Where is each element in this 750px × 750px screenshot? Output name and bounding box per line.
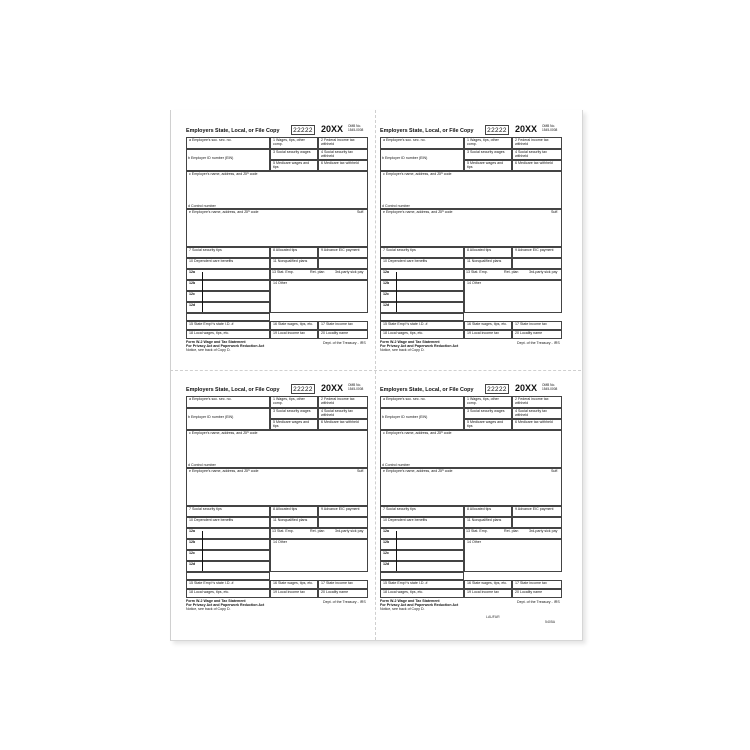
box-15-top-blank — [186, 313, 270, 321]
box-15-label: 15 State Emp'r's state I.D. # — [189, 322, 234, 326]
footer-form-name: Form W-2 Wage and Tax Statement — [186, 340, 246, 344]
box-12a-label: 12a — [189, 529, 195, 533]
box-12a-label: 12a — [189, 270, 195, 274]
box-7-label: 7 Social security tips — [383, 507, 416, 511]
box-1-label: 1 Wages, tips, other comp. — [467, 138, 499, 146]
box-15-label: 15 State Emp'r's state I.D. # — [189, 581, 234, 585]
box-17-state-tax[interactable] — [512, 580, 562, 589]
box-14-other[interactable] — [270, 539, 368, 572]
w2-form-4 — [374, 371, 562, 611]
box-18-local-wages[interactable] — [186, 330, 270, 339]
box-11-nonqualified[interactable] — [270, 517, 318, 528]
w2-form-2 — [374, 112, 562, 352]
box-11-label: 11 Nonqualified plans — [467, 518, 502, 522]
box-18-label: 18 Local wages, tips, etc. — [383, 590, 424, 594]
box-a-employee-ssn[interactable] — [380, 137, 464, 149]
box-19-local-tax[interactable] — [464, 589, 512, 598]
box-e-label: e Employee's name, address, and ZIP code — [189, 469, 259, 473]
box-7-ss-tips[interactable] — [186, 506, 270, 517]
box-d-label: d Control number — [382, 204, 410, 208]
box-6-medicare-tax[interactable] — [512, 160, 562, 171]
box-e-employee-name[interactable] — [380, 209, 562, 247]
box-5-medicare-wages[interactable] — [464, 419, 512, 430]
form-year: 20XX — [321, 124, 344, 134]
box-15-state[interactable] — [380, 321, 464, 330]
box-5-medicare-wages[interactable] — [464, 160, 512, 171]
box-e-label: e Employee's name, address, and ZIP code — [189, 210, 259, 214]
box-7-ss-tips[interactable] — [380, 247, 464, 258]
box-12c[interactable] — [186, 550, 270, 561]
box-6-medicare-tax[interactable] — [512, 419, 562, 430]
box-11-nonqualified[interactable] — [270, 258, 318, 269]
box-15-top-blank — [380, 572, 464, 580]
box-e-label: e Employee's name, address, and ZIP code — [383, 210, 453, 214]
box-19-local-tax[interactable] — [270, 589, 318, 598]
box-12c[interactable] — [186, 291, 270, 302]
box-1-label: 1 Wages, tips, other comp. — [273, 397, 305, 405]
box-12a[interactable] — [186, 269, 270, 280]
box-17-label: 17 State income tax — [321, 581, 353, 585]
box-12c[interactable] — [380, 291, 464, 302]
box-12b[interactable] — [380, 280, 464, 291]
box-11-label: 11 Nonqualified plans — [467, 259, 502, 263]
box-3-label: 3 Social security wages — [467, 150, 505, 154]
box-9-label: 9 Advance EIC payment — [321, 248, 360, 252]
box-f-label: Suff. — [357, 469, 365, 473]
box-15-top-blank — [380, 313, 464, 321]
box-13-sick-label: 3rd-party sick pay — [335, 529, 364, 533]
box-2-label: 2 Federal income tax withheld — [515, 397, 549, 405]
box-4-label: 4 Social security tax withheld — [321, 150, 353, 158]
footer-privacy-act: For Privacy Act and Paperwork Reduction Act — [380, 603, 459, 607]
box-12b-label: 12b — [189, 540, 196, 544]
dept-treasury: Dept. of the Treasury - IRS — [517, 341, 560, 345]
box-2-federal-tax[interactable] — [512, 396, 562, 408]
box-12d[interactable] — [186, 302, 270, 313]
box-19-local-tax[interactable] — [270, 330, 318, 339]
form-title: Employers State, Local, or File Copy — [380, 387, 474, 393]
box-11-label: 11 Nonqualified plans — [273, 259, 308, 263]
box-20-label: 20 Locality name — [321, 331, 349, 335]
box-13-sick-label: 3rd-party sick pay — [335, 270, 364, 274]
box-13-stat-label: 13 Stat. Emp. — [466, 270, 488, 274]
box-8-label: 8 Allocated tips — [273, 248, 298, 252]
box-1-wages[interactable] — [270, 137, 318, 149]
box-16-label: 16 State wages, tips, etc. — [467, 581, 508, 585]
box-4-ss-tax[interactable] — [318, 408, 368, 419]
box-19-label: 19 Local income tax — [467, 590, 499, 594]
box-8-allocated-tips[interactable] — [464, 247, 512, 258]
box-14-label: 14 Other — [273, 540, 287, 544]
box-4-label: 4 Social security tax withheld — [321, 409, 353, 417]
box-8-label: 8 Allocated tips — [467, 248, 492, 252]
box-f-label: Suff. — [551, 210, 559, 214]
box-18-label: 18 Local wages, tips, etc. — [189, 331, 230, 335]
box-5-medicare-wages[interactable] — [270, 419, 318, 430]
box-a-label: a Employee's soc. sec. no. — [189, 397, 232, 401]
footer-notice: Notice, see back of Copy D. — [186, 607, 231, 611]
box-1-wages[interactable] — [270, 396, 318, 408]
omb-number: 1545-0008 — [348, 387, 364, 391]
box-10-dependent-care[interactable] — [186, 517, 270, 528]
box-12d-label: 12d — [383, 562, 390, 566]
box-8-allocated-tips[interactable] — [270, 247, 318, 258]
box-b-label: b Employer ID number (EIN) — [188, 156, 234, 160]
dept-treasury: Dept. of the Treasury - IRS — [323, 341, 366, 345]
box-13-stat-label: 13 Stat. Emp. — [272, 270, 294, 274]
box-12c[interactable] — [380, 550, 464, 561]
box-12a-label: 12a — [383, 529, 389, 533]
box-13-stat-label: 13 Stat. Emp. — [272, 529, 294, 533]
box-17-state-tax[interactable] — [318, 321, 368, 330]
box-7-label: 7 Social security tips — [189, 248, 222, 252]
box-d-label: d Control number — [188, 463, 216, 467]
box-8-label: 8 Allocated tips — [273, 507, 298, 511]
box-14-label: 14 Other — [467, 281, 481, 285]
box-2-federal-tax[interactable] — [318, 137, 368, 149]
box-14-other[interactable] — [464, 539, 562, 572]
box-9-advance-eic[interactable] — [512, 506, 562, 517]
box-12d-label: 12d — [189, 303, 196, 307]
box-12b[interactable] — [186, 539, 270, 550]
form-title: Employers State, Local, or File Copy — [186, 128, 280, 134]
box-4-label: 4 Social security tax withheld — [515, 409, 547, 417]
box-16-state-wages[interactable] — [464, 580, 512, 589]
box-15-label: 15 State Emp'r's state I.D. # — [383, 581, 428, 585]
box-15-top-blank — [186, 572, 270, 580]
box-20-label: 20 Locality name — [515, 590, 543, 594]
box-16-state-wages[interactable] — [464, 321, 512, 330]
box-6-label: 6 Medicare tax withheld — [515, 161, 553, 165]
box-12c-label: 12c — [189, 551, 195, 555]
box-d-label: d Control number — [188, 204, 216, 208]
box-12b-label: 12b — [189, 281, 196, 285]
blank-box — [512, 517, 562, 528]
w2-form-3 — [180, 371, 368, 611]
box-e-employee-name[interactable] — [186, 468, 368, 506]
box-14-other[interactable] — [270, 280, 368, 313]
box-2-federal-tax[interactable] — [318, 396, 368, 408]
box-4-ss-tax[interactable] — [512, 408, 562, 419]
box-14-label: 14 Other — [273, 281, 287, 285]
box-19-label: 19 Local income tax — [273, 331, 305, 335]
box-12b-label: 12b — [383, 281, 390, 285]
footer-notice: Notice, see back of Copy D. — [186, 348, 231, 352]
box-12d[interactable] — [380, 302, 464, 313]
footer-form-name: Form W-2 Wage and Tax Statement — [380, 599, 440, 603]
box-12d-label: 12d — [383, 303, 390, 307]
box-13-ret-label: Ret. plan — [310, 270, 325, 274]
box-18-local-wages[interactable] — [380, 589, 464, 598]
box-7-label: 7 Social security tips — [383, 248, 416, 252]
box-4-label: 4 Social security tax withheld — [515, 150, 547, 158]
blank-box — [318, 517, 368, 528]
box-6-medicare-tax[interactable] — [318, 419, 368, 430]
box-7-ss-tips[interactable] — [380, 506, 464, 517]
footer-privacy-act: For Privacy Act and Paperwork Reduction Act — [380, 344, 459, 348]
box-10-label: 10 Dependent care benefits — [383, 518, 428, 522]
omb-number: 1545-0008 — [348, 128, 364, 132]
omb-number-label: OMB No. — [542, 383, 556, 387]
box-17-state-tax[interactable] — [512, 321, 562, 330]
box-e-employee-name[interactable] — [380, 468, 562, 506]
box-14-other[interactable] — [464, 280, 562, 313]
box-9-label: 9 Advance EIC payment — [515, 507, 554, 511]
box-16-label: 16 State wages, tips, etc. — [467, 322, 508, 326]
box-9-advance-eic[interactable] — [318, 506, 368, 517]
box-15-state[interactable] — [380, 580, 464, 589]
box-12b[interactable] — [380, 539, 464, 550]
box-a-employee-ssn[interactable] — [186, 137, 270, 149]
box-a-label: a Employee's soc. sec. no. — [189, 138, 232, 142]
box-16-state-wages[interactable] — [270, 580, 318, 589]
box-17-state-tax[interactable] — [318, 580, 368, 589]
box-13-ret-label: Ret. plan — [504, 529, 519, 533]
footer-notice: Notice, see back of Copy D. — [380, 607, 425, 611]
box-17-label: 17 State income tax — [515, 581, 547, 585]
box-13-ret-label: Ret. plan — [504, 270, 519, 274]
box-f-label: Suff. — [357, 210, 365, 214]
box-18-local-wages[interactable] — [380, 330, 464, 339]
box-1-wages[interactable] — [464, 137, 512, 149]
box-12-code-divider — [396, 531, 397, 571]
box-5-label: 5 Medicare wages and tips — [273, 420, 310, 428]
box-10-dependent-care[interactable] — [380, 258, 464, 269]
box-5-label: 5 Medicare wages and tips — [467, 161, 504, 169]
box-10-dependent-care[interactable] — [186, 258, 270, 269]
box-c-label: c Employer's name, address, and ZIP code — [383, 172, 452, 176]
omb-number-label: OMB No. — [542, 124, 556, 128]
box-a-label: a Employee's soc. sec. no. — [383, 138, 426, 142]
box-15-state[interactable] — [186, 580, 270, 589]
box-12b[interactable] — [186, 280, 270, 291]
box-e-employee-name[interactable] — [186, 209, 368, 247]
box-12-code-divider — [202, 272, 203, 312]
form-title: Employers State, Local, or File Copy — [380, 128, 474, 134]
box-3-label: 3 Social security wages — [273, 150, 311, 154]
box-9-advance-eic[interactable] — [318, 247, 368, 258]
vendor-brand: LAUFAR — [486, 615, 500, 619]
box-1-label: 1 Wages, tips, other comp. — [467, 397, 499, 405]
box-20-locality[interactable] — [318, 589, 368, 598]
box-13-sick-label: 3rd-party sick pay — [529, 529, 558, 533]
omb-number: 1545-0008 — [542, 387, 558, 391]
box-1-label: 1 Wages, tips, other comp. — [273, 138, 305, 146]
box-1-wages[interactable] — [464, 396, 512, 408]
form-year: 20XX — [515, 383, 538, 393]
box-9-label: 9 Advance EIC payment — [321, 507, 360, 511]
box-12a[interactable] — [380, 269, 464, 280]
form-title: Employers State, Local, or File Copy — [186, 387, 280, 393]
box-12b-label: 12b — [383, 540, 390, 544]
box-e-label: e Employee's name, address, and ZIP code — [383, 469, 453, 473]
box-6-label: 6 Medicare tax withheld — [321, 161, 359, 165]
box-13-sick-label: 3rd-party sick pay — [529, 270, 558, 274]
box-d-label: d Control number — [382, 463, 410, 467]
box-11-label: 11 Nonqualified plans — [273, 518, 308, 522]
box-4-ss-tax[interactable] — [512, 149, 562, 160]
box-19-label: 19 Local income tax — [467, 331, 499, 335]
box-12c-label: 12c — [383, 551, 389, 555]
box-11-nonqualified[interactable] — [464, 517, 512, 528]
box-b-label: b Employer ID number (EIN) — [188, 415, 234, 419]
box-16-label: 16 State wages, tips, etc. — [273, 581, 314, 585]
footer-privacy-act: For Privacy Act and Paperwork Reduction Act — [186, 603, 265, 607]
footer-notice: Notice, see back of Copy D. — [380, 348, 425, 352]
box-10-label: 10 Dependent care benefits — [189, 259, 234, 263]
box-3-ss-wages[interactable] — [464, 408, 512, 419]
box-12a[interactable] — [380, 528, 464, 539]
box-a-employee-ssn[interactable] — [186, 396, 270, 408]
box-6-label: 6 Medicare tax withheld — [515, 420, 553, 424]
w2-form-1 — [180, 112, 368, 352]
box-15-label: 15 State Emp'r's state I.D. # — [383, 322, 428, 326]
box-3-ss-wages[interactable] — [270, 149, 318, 160]
box-2-label: 2 Federal income tax withheld — [515, 138, 549, 146]
form-code: 22222 — [291, 384, 315, 394]
box-4-ss-tax[interactable] — [318, 149, 368, 160]
box-6-label: 6 Medicare tax withheld — [321, 420, 359, 424]
form-code: 22222 — [485, 384, 509, 394]
box-8-allocated-tips[interactable] — [270, 506, 318, 517]
box-18-label: 18 Local wages, tips, etc. — [189, 590, 230, 594]
box-3-ss-wages[interactable] — [464, 149, 512, 160]
box-12d[interactable] — [380, 561, 464, 572]
omb-number-label: OMB No. — [348, 124, 362, 128]
box-7-label: 7 Social security tips — [189, 507, 222, 511]
box-12-code-divider — [396, 272, 397, 312]
box-b-label: b Employer ID number (EIN) — [382, 156, 428, 160]
box-18-label: 18 Local wages, tips, etc. — [383, 331, 424, 335]
box-13-stat-label: 13 Stat. Emp. — [466, 529, 488, 533]
box-2-federal-tax[interactable] — [512, 137, 562, 149]
box-11-nonqualified[interactable] — [464, 258, 512, 269]
box-16-label: 16 State wages, tips, etc. — [273, 322, 314, 326]
box-9-advance-eic[interactable] — [512, 247, 562, 258]
box-17-label: 17 State income tax — [321, 322, 353, 326]
box-17-label: 17 State income tax — [515, 322, 547, 326]
box-c-label: c Employer's name, address, and ZIP code — [383, 431, 452, 435]
dept-treasury: Dept. of the Treasury - IRS — [517, 600, 560, 604]
box-10-dependent-care[interactable] — [380, 517, 464, 528]
box-5-label: 5 Medicare wages and tips — [467, 420, 504, 428]
box-2-label: 2 Federal income tax withheld — [321, 397, 355, 405]
box-3-label: 3 Social security wages — [467, 409, 505, 413]
box-8-label: 8 Allocated tips — [467, 507, 492, 511]
box-b-label: b Employer ID number (EIN) — [382, 415, 428, 419]
box-3-ss-wages[interactable] — [270, 408, 318, 419]
box-12c-label: 12c — [383, 292, 389, 296]
box-12d[interactable] — [186, 561, 270, 572]
box-8-allocated-tips[interactable] — [464, 506, 512, 517]
dept-treasury: Dept. of the Treasury - IRS — [323, 600, 366, 604]
box-20-locality[interactable] — [512, 589, 562, 598]
form-year: 20XX — [321, 383, 344, 393]
box-2-label: 2 Federal income tax withheld — [321, 138, 355, 146]
box-20-locality[interactable] — [318, 330, 368, 339]
box-7-ss-tips[interactable] — [186, 247, 270, 258]
blank-box — [512, 258, 562, 269]
footer-form-name: Form W-2 Wage and Tax Statement — [380, 340, 440, 344]
box-16-state-wages[interactable] — [270, 321, 318, 330]
omb-number: 1545-0008 — [542, 128, 558, 132]
box-12c-label: 12c — [189, 292, 195, 296]
box-c-label: c Employer's name, address, and ZIP code — [189, 431, 258, 435]
form-code: 22222 — [485, 125, 509, 135]
omb-number-label: OMB No. — [348, 383, 362, 387]
footer-privacy-act: For Privacy Act and Paperwork Reduction Act — [186, 344, 265, 348]
box-f-label: Suff. — [551, 469, 559, 473]
box-10-label: 10 Dependent care benefits — [189, 518, 234, 522]
box-20-locality[interactable] — [512, 330, 562, 339]
box-15-state[interactable] — [186, 321, 270, 330]
box-12-code-divider — [202, 531, 203, 571]
box-5-label: 5 Medicare wages and tips — [273, 161, 310, 169]
box-a-label: a Employee's soc. sec. no. — [383, 397, 426, 401]
box-13-ret-label: Ret. plan — [310, 529, 325, 533]
box-3-label: 3 Social security wages — [273, 409, 311, 413]
box-a-employee-ssn[interactable] — [380, 396, 464, 408]
box-5-medicare-wages[interactable] — [270, 160, 318, 171]
footer-form-name: Form W-2 Wage and Tax Statement — [186, 599, 246, 603]
box-14-label: 14 Other — [467, 540, 481, 544]
box-9-label: 9 Advance EIC payment — [515, 248, 554, 252]
vendor-item-number: 5405A — [545, 620, 556, 624]
box-12d-label: 12d — [189, 562, 196, 566]
box-18-local-wages[interactable] — [186, 589, 270, 598]
box-19-label: 19 Local income tax — [273, 590, 305, 594]
box-20-label: 20 Locality name — [515, 331, 543, 335]
box-20-label: 20 Locality name — [321, 590, 349, 594]
form-code: 22222 — [291, 125, 315, 135]
box-19-local-tax[interactable] — [464, 330, 512, 339]
box-6-medicare-tax[interactable] — [318, 160, 368, 171]
box-c-label: c Employer's name, address, and ZIP code — [189, 172, 258, 176]
form-year: 20XX — [515, 124, 538, 134]
blank-box — [318, 258, 368, 269]
box-12a[interactable] — [186, 528, 270, 539]
box-10-label: 10 Dependent care benefits — [383, 259, 428, 263]
box-12a-label: 12a — [383, 270, 389, 274]
